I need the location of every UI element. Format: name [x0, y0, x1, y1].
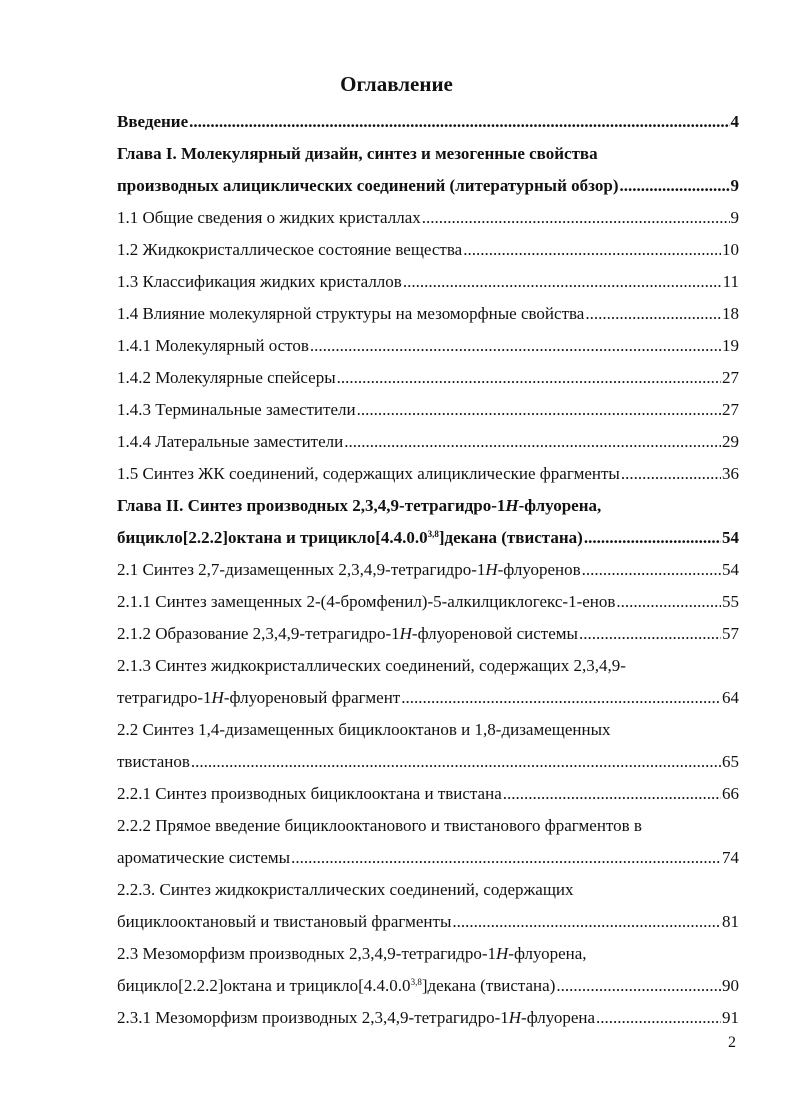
toc-text-part: 2.1.2 Образование 2,3,4,9-тетрагидро-1 — [117, 624, 400, 643]
toc-entry-1-4-3[interactable] — [117, 394, 739, 426]
toc-entry-text: 1.2 Жидкокристаллическое состояние вещества — [117, 240, 463, 259]
toc-entry-page: 9 — [730, 176, 739, 195]
toc-entry-page: 91 — [722, 1008, 739, 1027]
toc-entry-page: 4 — [730, 112, 739, 131]
toc-text-italic: H — [485, 560, 498, 579]
toc-entry-1-4[interactable] — [117, 298, 739, 330]
toc-entry-2-1-1[interactable] — [117, 586, 739, 618]
toc-entry-page: 11 — [722, 272, 739, 291]
toc-entry-2-1-2[interactable] — [117, 618, 739, 650]
toc-entry-page: 74 — [722, 848, 739, 867]
toc-entry-text-line1: Глава I. Молекулярный дизайн, синтез и мезогенные свойства — [117, 144, 598, 163]
toc-text-part: 2.3.1 Мезоморфизм производных 2,3,4,9-тетрагидро-1 — [117, 1008, 509, 1027]
toc-entry-page: 64 — [722, 688, 739, 707]
toc-entry-2-1-3[interactable] — [117, 650, 739, 714]
toc-entry-text-line1: 2.2 Синтез 1,4-дизамещенных бициклооктанов и 1,8-дизамещенных — [117, 720, 611, 739]
toc-text-part: -флуоренов — [497, 560, 581, 579]
toc-entry-text-line1: 2.2.3. Синтез жидкокристаллических соединений, содержащих — [117, 880, 574, 899]
toc-text-part: бицикло[2.2.2]октана и трицикло[4.4.0.0 — [117, 528, 428, 547]
toc-text-part: 2.1 Синтез 2,7-дизамещенных 2,3,4,9-тетрагидро-1 — [117, 560, 486, 579]
toc-entry-text: производных алициклических соединений (литературный обзор) — [117, 176, 619, 195]
toc-entry-text: Введение — [117, 112, 189, 131]
toc-text-superscript: 3,8 — [427, 529, 439, 539]
toc-text-part: -флуореновый фрагмент — [223, 688, 401, 707]
toc-entry-1-4-1[interactable] — [117, 330, 739, 362]
toc-text-italic: H — [399, 624, 412, 643]
toc-entry-page: 54 — [722, 560, 739, 579]
toc-entry-page: 27 — [722, 400, 739, 419]
toc-entry-text — [117, 1002, 595, 1034]
toc-leader-dots — [403, 266, 722, 298]
toc-leader-dots — [189, 106, 729, 138]
toc-leader-dots — [422, 202, 730, 234]
toc-leader-dots — [596, 1002, 721, 1034]
toc-entry-text: 1.4.3 Терминальные заместители — [117, 400, 356, 419]
toc-leader-dots — [584, 522, 721, 554]
toc-text-part: -флуорена, — [518, 496, 602, 515]
toc-entry-2-3-1[interactable] — [117, 1002, 739, 1034]
toc-entry-text: 2.1.1 Синтез замещенных 2-(4-бромфенил)-5-алкилциклогекс-1-енов — [117, 592, 616, 611]
toc-leader-dots — [621, 458, 721, 490]
toc-entry-page: 29 — [722, 432, 739, 451]
toc-entry-1-3[interactable] — [117, 266, 739, 298]
toc-entry-page: 9 — [730, 208, 739, 227]
toc-entry-text — [117, 522, 583, 554]
toc-entry-1-5[interactable] — [117, 458, 739, 490]
toc-text-part: ]декана (твистана) — [421, 976, 556, 995]
toc-text-italic: H — [508, 1008, 522, 1027]
toc-leader-dots — [452, 906, 721, 938]
toc-leader-dots — [310, 330, 721, 362]
toc-entry-text: 1.4.1 Молекулярный остов — [117, 336, 309, 355]
toc-entry-text — [117, 618, 578, 650]
toc-leader-dots — [344, 426, 721, 458]
toc-leader-dots — [337, 362, 721, 394]
toc-text-part: ]декана (твистана) — [438, 528, 583, 547]
toc-text-part: бицикло[2.2.2]октана и трицикло[4.4.0.0 — [117, 976, 411, 995]
toc-entry-text: 1.1 Общие сведения о жидких кристаллах — [117, 208, 421, 227]
toc-entry-page: 10 — [722, 240, 739, 259]
toc-leader-dots — [401, 682, 721, 714]
toc-entry-text: бициклооктановый и твистановый фрагменты — [117, 912, 452, 931]
toc-entry-text: 2.2.1 Синтез производных бициклооктана и твистана — [117, 784, 502, 803]
toc-entry-page: 90 — [722, 976, 739, 995]
page-title: Оглавление — [340, 72, 453, 96]
toc-text-part: -флуореновой системы — [411, 624, 578, 643]
toc-entry-text: 1.3 Классификация жидких кристаллов — [117, 272, 402, 291]
toc-text-part: 2.3 Мезоморфизм производных 2,3,4,9-тетрагидро-1 — [117, 944, 496, 963]
toc-entry-page: 18 — [722, 304, 739, 323]
toc-entry-text — [117, 970, 555, 1002]
toc-entry-1-2[interactable] — [117, 234, 739, 266]
toc-entry-2-2-2[interactable] — [117, 810, 739, 874]
toc-leader-dots — [579, 618, 721, 650]
toc-entry-chapter-1[interactable] — [117, 138, 739, 202]
toc-entry-text: ароматические системы — [117, 848, 291, 867]
toc-entry-1-1[interactable] — [117, 202, 739, 234]
toc-text-superscript: 3,8 — [410, 977, 422, 987]
toc-entry-2-3[interactable] — [117, 938, 739, 1002]
toc-entry-page: 27 — [722, 368, 739, 387]
toc-text-part: -флуорена, — [508, 944, 587, 963]
toc-leader-dots — [191, 746, 721, 778]
toc-entry-text — [117, 682, 400, 714]
toc-entry-page: 36 — [722, 464, 739, 483]
toc-entry-text: твистанов — [117, 752, 190, 771]
toc-entry-page: 65 — [722, 752, 739, 771]
toc-text-italic: H — [211, 688, 224, 707]
toc-text-part: -флуорена — [521, 1008, 596, 1027]
toc-entry-text — [117, 554, 581, 586]
toc-entry-text: 1.4 Влияние молекулярной структуры на мезоморфные свойства — [117, 304, 585, 323]
toc-entry-2-2-1[interactable] — [117, 778, 739, 810]
toc-leader-dots — [585, 298, 721, 330]
toc-entry-text-line1: 2.1.3 Синтез жидкокристаллических соединений, содержащих 2,3,4,9- — [117, 656, 626, 675]
toc-leader-dots — [556, 970, 721, 1002]
toc-entry-1-4-2[interactable] — [117, 362, 739, 394]
toc-text-italic: H — [496, 944, 509, 963]
toc-entry-2-1[interactable] — [117, 554, 739, 586]
toc-entry-text: 1.5 Синтез ЖК соединений, содержащих алициклические фрагменты — [117, 464, 620, 483]
toc-entry-text: 1.4.4 Латеральные заместители — [117, 432, 344, 451]
page-number: 2 — [728, 1034, 736, 1051]
toc-entry-page: 66 — [722, 784, 739, 803]
toc-entry-page: 55 — [722, 592, 739, 611]
toc-entry-2-2[interactable] — [117, 714, 739, 778]
toc-entry-text-line1 — [117, 938, 739, 970]
toc-entry-text-line1: 2.2.2 Прямое введение бициклооктанового и твистанового фрагментов в — [117, 816, 642, 835]
toc-leader-dots — [357, 394, 721, 426]
toc-leader-dots — [291, 842, 721, 874]
toc-entry-1-4-4[interactable] — [117, 426, 739, 458]
toc-leader-dots — [616, 586, 721, 618]
toc-entry-chapter-2[interactable] — [117, 490, 739, 554]
toc-entry-page: 54 — [722, 528, 739, 547]
toc-entry-introduction[interactable] — [117, 106, 739, 138]
toc-text-part: Глава II. Синтез производных 2,3,4,9-тетрагидро-1 — [117, 496, 506, 515]
toc-entry-page: 57 — [722, 624, 739, 643]
toc-leader-dots — [463, 234, 721, 266]
toc-entry-page: 81 — [722, 912, 739, 931]
toc-leader-dots — [619, 170, 729, 202]
toc-text-part: тетрагидро-1 — [117, 688, 212, 707]
toc-entry-2-2-3[interactable] — [117, 874, 739, 938]
table-of-contents — [117, 106, 739, 1034]
toc-text-italic: H — [505, 496, 519, 515]
toc-entry-text: 1.4.2 Молекулярные спейсеры — [117, 368, 336, 387]
toc-entry-page: 19 — [722, 336, 739, 355]
toc-entry-text-line1 — [117, 490, 739, 522]
toc-leader-dots — [582, 554, 721, 586]
toc-leader-dots — [503, 778, 721, 810]
